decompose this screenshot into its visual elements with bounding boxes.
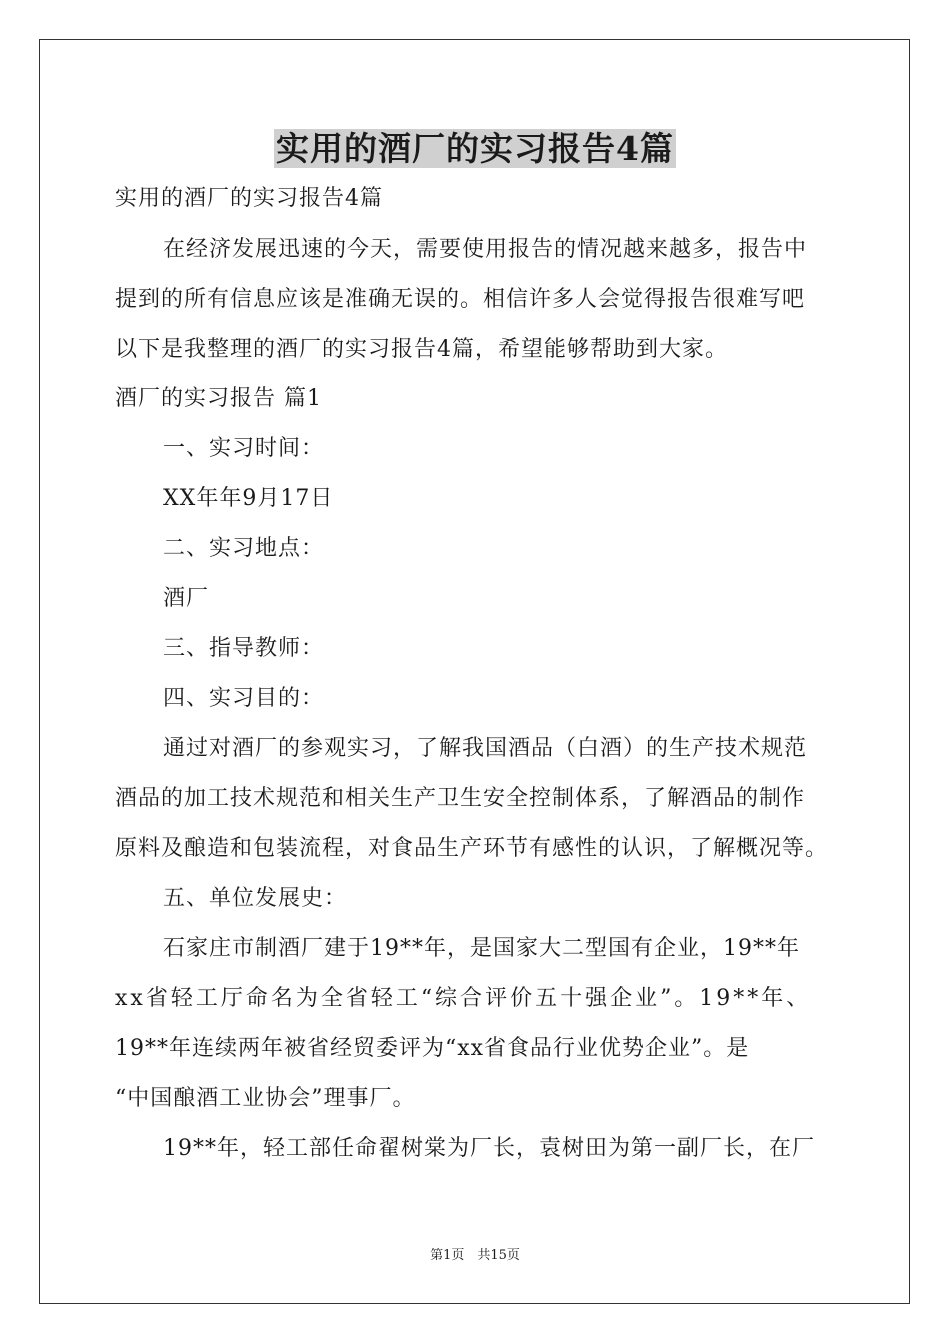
paragraph-line: 原料及酿造和包装流程，对食品生产环节有感性的认识，了解概况等。 <box>115 836 829 861</box>
item-heading: 四、实习目的： <box>163 686 325 711</box>
paragraph-line: xx省轻工厅命名为全省轻工“综合评价五十强企业”。19**年、 <box>115 986 812 1011</box>
page-number-footer: 第1页 共15页 <box>430 1248 520 1263</box>
paragraph-line: 19**年，轻工部任命翟树棠为厂长，袁树田为第一副厂长，在厂 <box>163 1136 815 1161</box>
paragraph-line: 通过对酒厂的参观实习，了解我国酒品（白酒）的生产技术规范 <box>163 736 808 761</box>
document-title <box>0 128 950 170</box>
item-heading: 三、指导教师： <box>163 636 325 661</box>
item-value: XX年年9月17日 <box>163 486 334 511</box>
section-heading: 酒厂的实习报告 篇1 <box>115 386 322 411</box>
subtitle-line: 实用的酒厂的实习报告4篇 <box>115 186 383 211</box>
paragraph-line: “中国酿酒工业协会”理事厂。 <box>115 1086 416 1111</box>
item-heading: 二、实习地点： <box>163 536 325 561</box>
document-title-text: 实用的酒厂的实习报告4篇 <box>276 129 674 168</box>
paragraph-line: 石家庄市制酒厂建于19**年，是国家大二型国有企业，19**年 <box>163 936 800 961</box>
paragraph-line: 酒品的加工技术规范和相关生产卫生安全控制体系，了解酒品的制作 <box>115 786 806 811</box>
item-heading: 一、实习时间： <box>163 436 325 461</box>
page-border <box>39 39 910 1304</box>
item-heading: 五、单位发展史： <box>163 886 348 911</box>
paragraph-line: 提到的所有信息应该是准确无误的。相信许多人会觉得报告很难写吧 <box>115 287 806 312</box>
paragraph-line: 19**年连续两年被省经贸委评为“xx省食品行业优势企业”。是 <box>115 1036 750 1061</box>
paragraph-line: 以下是我整理的酒厂的实习报告4篇，希望能够帮助到大家。 <box>115 337 728 362</box>
item-value: 酒厂 <box>163 586 210 611</box>
paragraph-line: 在经济发展迅速的今天，需要使用报告的情况越来越多，报告中 <box>163 237 808 262</box>
